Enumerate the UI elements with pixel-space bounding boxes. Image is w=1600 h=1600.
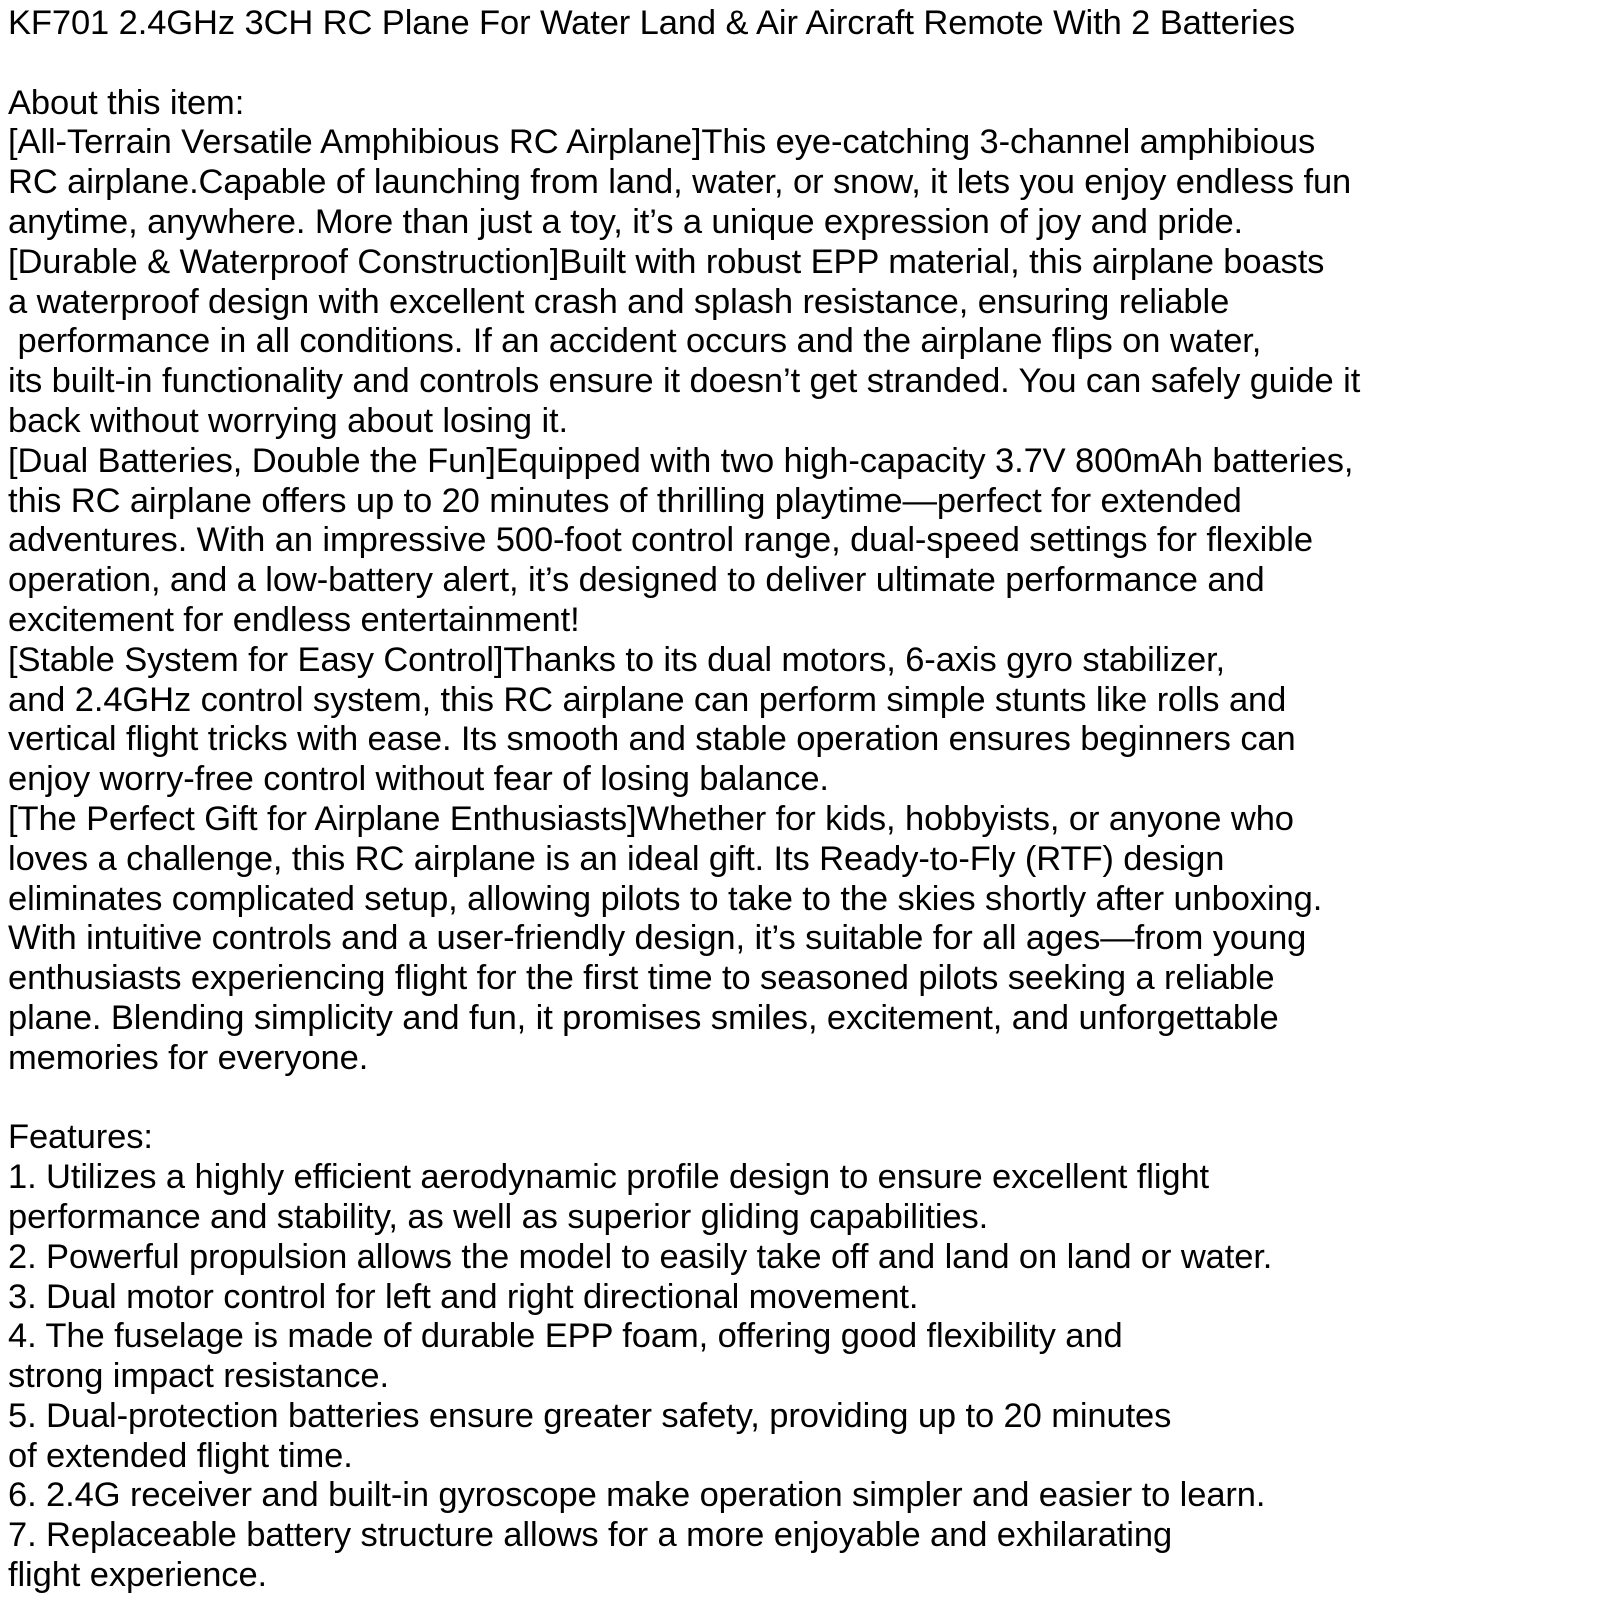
- about-line: its built-in functionality and controls ensure it doesn’t get stranded. You can safely guide it: [8, 362, 1361, 401]
- about-line: [The Perfect Gift for Airplane Enthusiasts]Whether for kids, hobbyists, or anyone who: [8, 799, 1294, 838]
- about-line: enjoy worry-free control without fear of losing balance.: [8, 760, 829, 799]
- about-line: enthusiasts experiencing flight for the first time to seasoned pilots seeking a reliable: [8, 959, 1275, 998]
- about-line: RC airplane.Capable of launching from land, water, or snow, it lets you enjoy endless fun: [8, 163, 1352, 202]
- about-line: vertical flight tricks with ease. Its smooth and stable operation ensures beginners can: [8, 720, 1296, 759]
- blank-line: [8, 44, 1596, 84]
- about-line: loves a challenge, this RC airplane is an ideal gift. Its Ready-to-Fly (RTF) design: [8, 839, 1225, 878]
- feature-line: flight experience.: [8, 1556, 268, 1595]
- feature-line: 4. The fuselage is made of durable EPP foam, offering good flexibility and: [8, 1317, 1123, 1356]
- about-line: memories for everyone.: [8, 1038, 369, 1077]
- features-section: [8, 1158, 1596, 1596]
- about-line: a waterproof design with excellent crash and splash resistance, ensuring reliable: [8, 282, 1230, 321]
- about-line: anytime, anywhere. More than just a toy, it’s a unique expression of joy and pride.: [8, 202, 1244, 241]
- feature-line: 6. 2.4G receiver and built-in gyroscope make operation simpler and easier to learn.: [8, 1476, 1266, 1515]
- feature-line: 3. Dual motor control for left and right directional movement.: [8, 1277, 919, 1316]
- feature-line: 5. Dual-protection batteries ensure greater safety, providing up to 20 minutes: [8, 1396, 1172, 1435]
- about-line: plane. Blending simplicity and fun, it promises smiles, excitement, and unforgettable: [8, 998, 1279, 1037]
- features-heading: Features:: [8, 1118, 153, 1157]
- about-line: operation, and a low-battery alert, it’s designed to deliver ultimate performance and: [8, 561, 1265, 600]
- about-line: back without worrying about losing it.: [8, 401, 568, 440]
- about-section: [8, 123, 1596, 1078]
- about-line: eliminates complicated setup, allowing pilots to take to the skies shortly after unboxing.: [8, 879, 1323, 918]
- about-line: With intuitive controls and a user-friendly design, it’s suitable for all ages—from young: [8, 919, 1307, 958]
- about-line: adventures. With an impressive 500-foot control range, dual-speed settings for flexible: [8, 521, 1313, 560]
- feature-line: of extended flight time.: [8, 1436, 353, 1475]
- feature-line: 2. Powerful propulsion allows the model to easily take off and land on land or water.: [8, 1237, 1273, 1276]
- about-line: excitement for endless entertainment!: [8, 600, 580, 639]
- about-line: [All-Terrain Versatile Amphibious RC Airplane]This eye-catching 3-channel amphibious: [8, 123, 1316, 162]
- about-heading: About this item:: [8, 83, 245, 122]
- feature-line: strong impact resistance.: [8, 1357, 389, 1396]
- blank-line: [8, 1079, 1596, 1119]
- product-description: [8, 4, 1596, 1596]
- feature-line: 1. Utilizes a highly efficient aerodynamic profile design to ensure excellent flight: [8, 1158, 1210, 1197]
- about-line: this RC airplane offers up to 20 minutes of thrilling playtime—perfect for extended: [8, 481, 1242, 520]
- feature-line: performance and stability, as well as superior gliding capabilities.: [8, 1197, 989, 1236]
- about-line: and 2.4GHz control system, this RC airplane can perform simple stunts like rolls and: [8, 680, 1287, 719]
- about-line: [Durable & Waterproof Construction]Built with robust EPP material, this airplane boasts: [8, 242, 1325, 281]
- about-line: [Dual Batteries, Double the Fun]Equipped with two high-capacity 3.7V 800mAh batteries,: [8, 441, 1354, 480]
- about-line: performance in all conditions. If an accident occurs and the airplane flips on water,: [8, 322, 1262, 361]
- about-line: [Stable System for Easy Control]Thanks to its dual motors, 6-axis gyro stabilizer,: [8, 640, 1226, 679]
- product-title: KF701 2.4GHz 3CH RC Plane For Water Land & Air Aircraft Remote With 2 Batteries: [8, 4, 1295, 42]
- feature-line: 7. Replaceable battery structure allows for a more enjoyable and exhilarating: [8, 1516, 1173, 1555]
